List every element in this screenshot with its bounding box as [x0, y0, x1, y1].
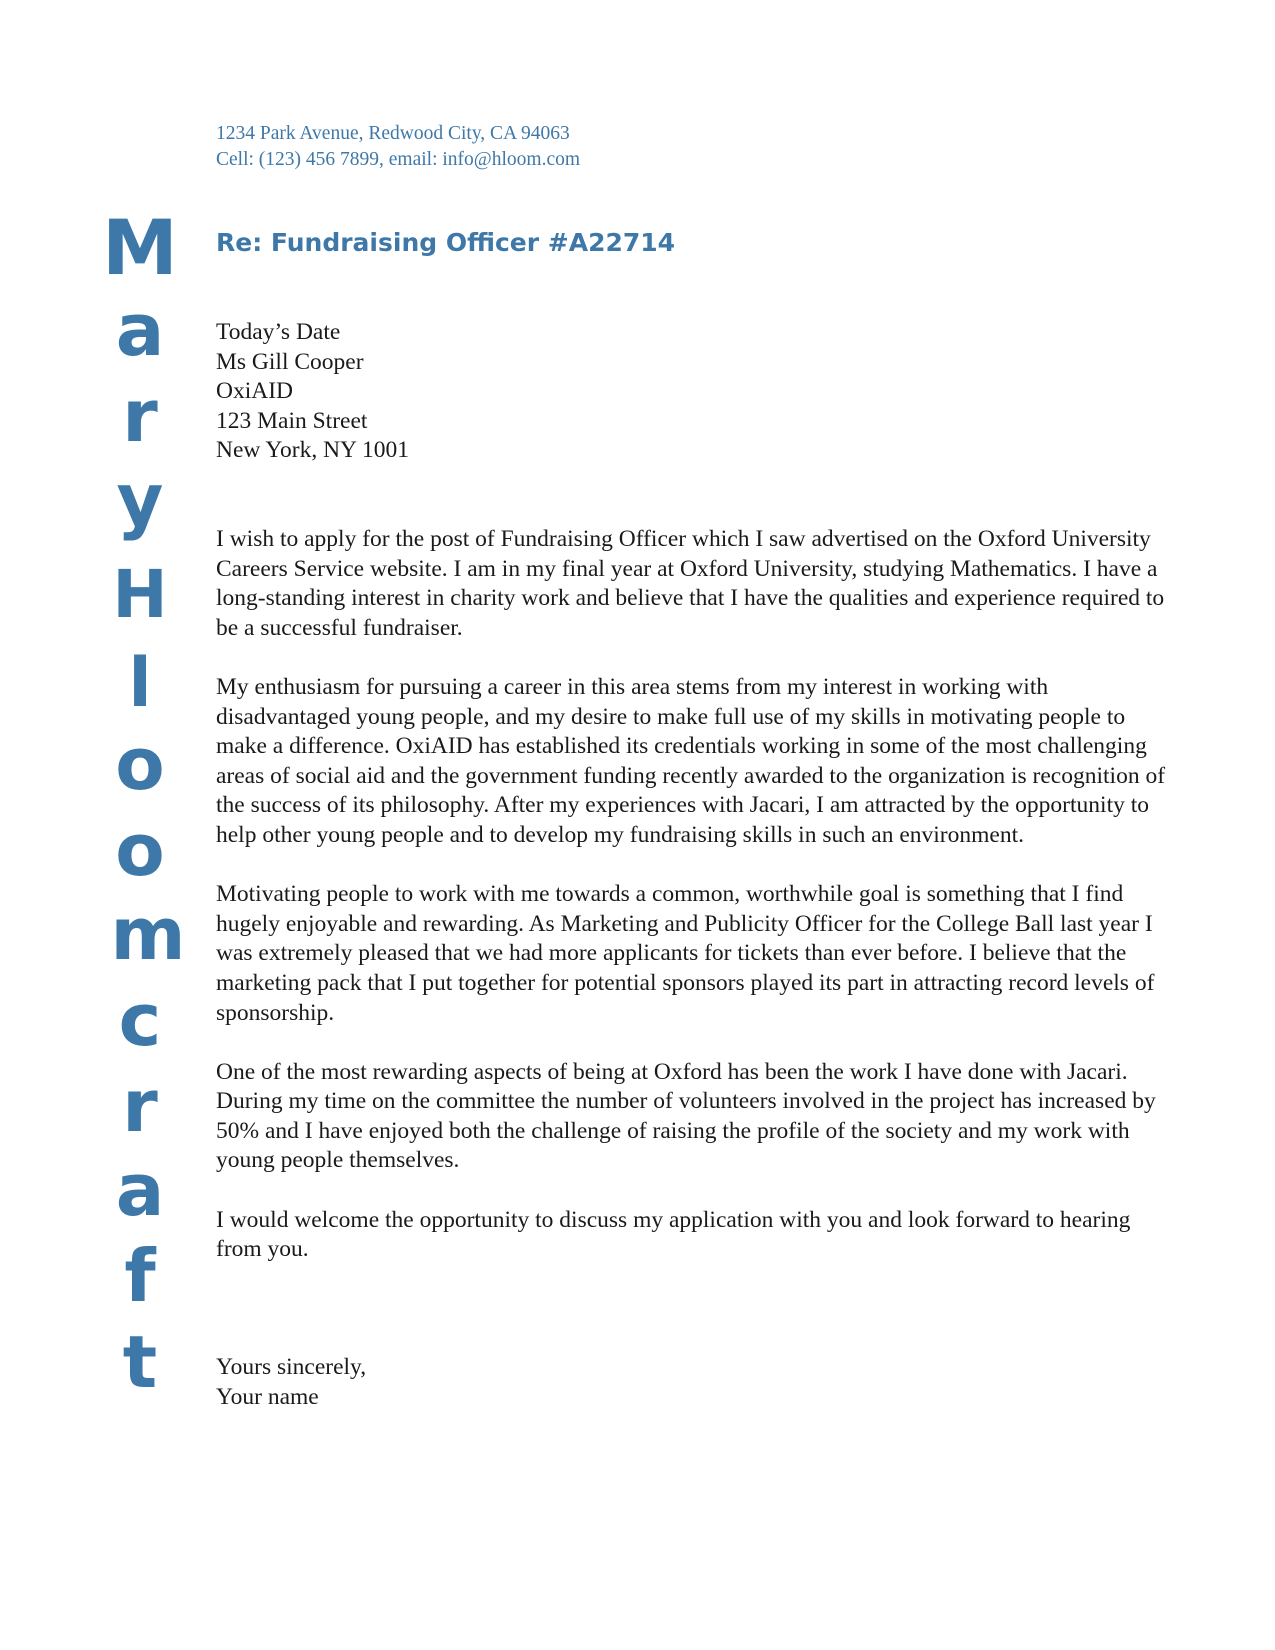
signature-name: Your name: [216, 1383, 319, 1410]
monogram-letter-7: o: [115, 722, 165, 806]
sender-address: 1234 Park Avenue, Redwood City, CA 94063: [216, 123, 570, 144]
recipient-company: OxiAID: [216, 378, 294, 405]
letter-subject: Re: Fundraising Officer #A22714: [216, 228, 676, 257]
body-paragraph-1: I wish to apply for the post of Fundraising Officer which I saw advertised on the Oxford University Careers Service website. I am in my final year at Oxford University, studying Mathematics. I have a long-standing interest in charity work and believe that I have the qualities and experience required to be a successful fundraiser.: [216, 526, 1165, 641]
recipient-block: [216, 318, 1176, 466]
monogram-letter-12: a: [115, 1148, 165, 1232]
monogram-letter-3: r: [122, 374, 158, 458]
closing-block: [216, 1353, 1176, 1412]
recipient-street: 123 Main Street: [216, 407, 368, 434]
sender-contact-block: [216, 121, 580, 173]
name-monogram: [92, 203, 202, 1460]
monogram-letter-2: a: [115, 288, 165, 372]
monogram-letter-8: o: [115, 808, 165, 892]
monogram-letter-4: y: [116, 458, 164, 542]
monogram-letter-9: m: [110, 892, 186, 976]
monogram-letter-5: H: [112, 556, 168, 633]
recipient-name: Ms Gill Cooper: [216, 348, 364, 375]
monogram-letter-6: l: [128, 644, 152, 723]
body-paragraph-4: One of the most rewarding aspects of being at Oxford has been the work I have done with Jacari. During my time on the committee the number of volunteers involved in the project has increased by 50% and I have enjoyed both the challenge of raising the profile of the society and my work with young people themselves.: [216, 1058, 1156, 1174]
monogram-letter-14: t: [122, 1320, 158, 1404]
sender-phone-email: Cell: (123) 456 7899, email: info@hloom.com: [216, 149, 581, 170]
body-paragraph-2: My enthusiasm for pursuing a career in this area stems from my interest in working with disadvantaged young people, and my desire to make full use of my skills in motivating people to make a difference. OxiAID has established its credentials working in some of the most challenging areas of social aid and the government funding recently awarded to the organization is recognition of the success of its philosophy. After my experiences with Jacari, I am attracted by the opportunity to help other young people and to develop my fundraising skills in such an environment.: [216, 673, 1166, 848]
monogram-letter-13: f: [124, 1234, 156, 1318]
monogram-letter-1: M: [102, 203, 178, 292]
body-paragraph-3: Motivating people to work with me towards a common, worthwhile goal is something that I find hugely enjoyable and rewarding. As Marketing and Publicity Officer for the College Ball last year I was extremely pleased that we had more applicants for tickets than ever before. I believe that the marketing pack that I put together for potential sponsors played its part in attracting record levels of sponsorship.: [216, 881, 1155, 1026]
monogram-letter-10: c: [118, 978, 162, 1062]
letter-body: [216, 525, 1176, 1294]
body-paragraph-5: I would welcome the opportunity to discuss my application with you and look forward to hearing from you.: [216, 1206, 1131, 1263]
closing-salutation: Yours sincerely,: [216, 1354, 367, 1380]
recipient-city: New York, NY 1001: [216, 437, 410, 464]
letter-date: Today’s Date: [216, 319, 341, 345]
monogram-letter-11: r: [122, 1064, 158, 1148]
